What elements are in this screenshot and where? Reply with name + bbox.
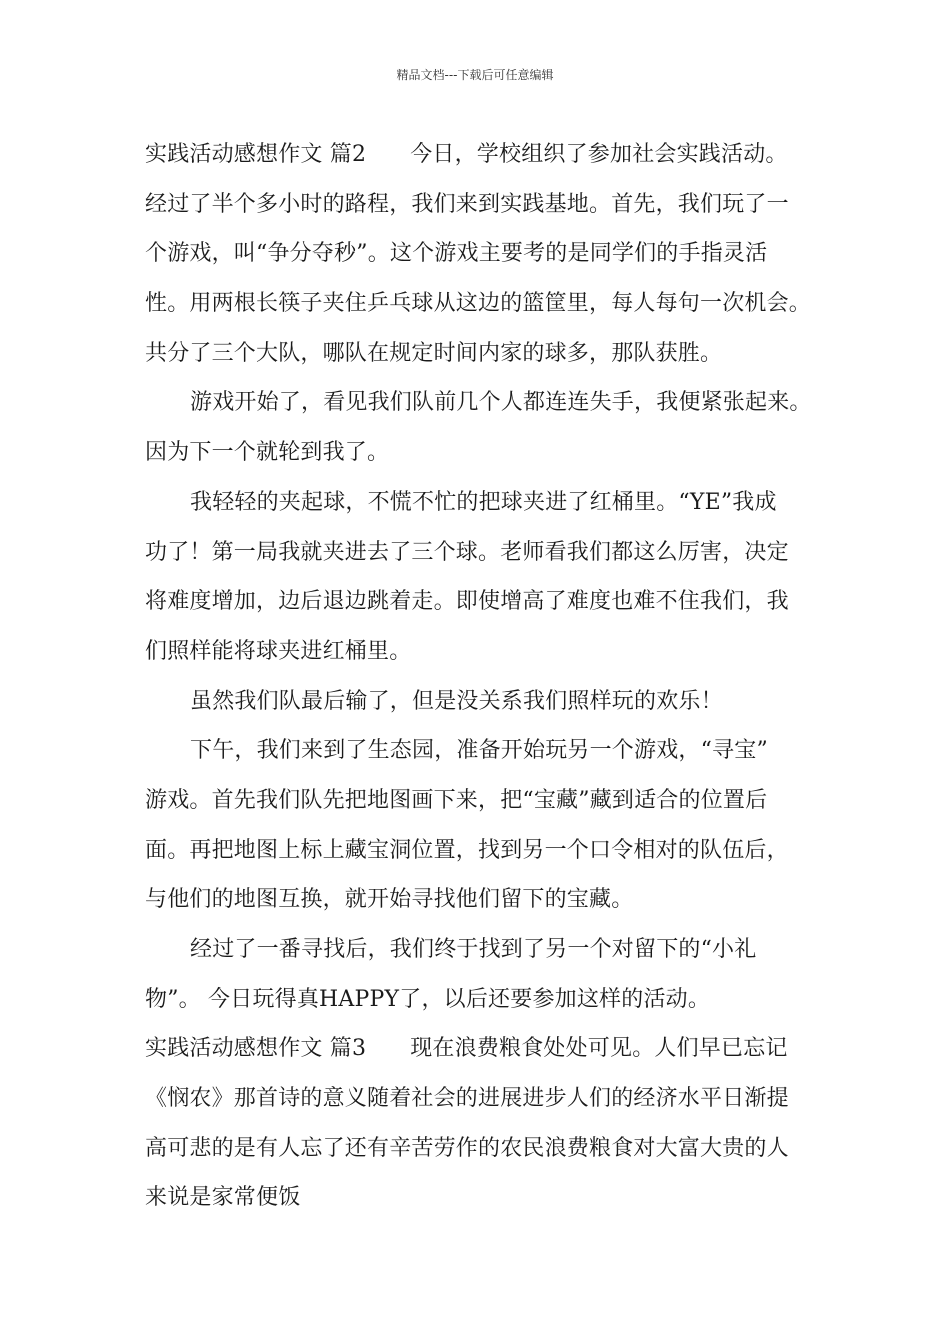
- text-line: [145, 577, 825, 627]
- line-text: 经过了一番寻找后，我们终于找到了另一个对留下的“小礼: [190, 937, 757, 962]
- text-line: [145, 180, 825, 230]
- text-line: [145, 478, 825, 528]
- line-text: 因为下一个就轮到我了。: [145, 440, 390, 466]
- text-line: [145, 875, 825, 925]
- line-text: 个游戏，叫“争分夺秒”。这个游戏主要考的是同学们的手指灵活: [145, 241, 768, 267]
- line-text: 游戏。首先我们队先把地图画下来，把“宝藏”藏到适合的位置后: [145, 787, 768, 813]
- text-line: [145, 776, 825, 826]
- line-text: 与他们的地图互换，就开始寻找他们留下的宝藏。: [145, 887, 634, 913]
- text-line: [145, 329, 825, 379]
- section-heading: 实践活动感想作文 篇2: [145, 142, 367, 167]
- document-body: [145, 130, 825, 1223]
- text-line: [145, 677, 825, 727]
- text-line: [145, 1173, 825, 1223]
- line-text: 共分了三个大队，哪队在规定时间内家的球多，那队获胜。: [145, 340, 723, 366]
- line-text: 高可悲的是有人忘了还有辛苦劳作的农民浪费粮食对大富大贵的人: [145, 1135, 789, 1161]
- text-line: [145, 130, 825, 180]
- line-text: 游戏开始了，看见我们队前几个人都连连失手，我便紧张起来。: [190, 390, 812, 416]
- text-line: [145, 279, 825, 329]
- line-text: 将难度增加，边后退边跳着走。即使增高了难度也难不住我们，我: [145, 589, 789, 615]
- page-header: 精品文档---下载后可任意编辑: [396, 68, 554, 82]
- text-line: [145, 826, 825, 876]
- line-text: 《悯农》那首诗的意义随着社会的进展进步人们的经济水平日渐提: [145, 1086, 789, 1112]
- line-text: 物”。 今日玩得真HAPPY了，以后还要参加这样的活动。: [145, 986, 711, 1012]
- text-line: [145, 229, 825, 279]
- text-line: [145, 1124, 825, 1174]
- text-line: [145, 1024, 825, 1074]
- text-line: [145, 428, 825, 478]
- text-line: [145, 1074, 825, 1124]
- line-text: 虽然我们队最后输了，但是没关系我们照样玩的欢乐！: [190, 688, 723, 714]
- line-text: 现在浪费粮食处处可见。人们早已忘记: [410, 1036, 788, 1062]
- line-text: 下午，我们来到了生态园，准备开始玩另一个游戏，“寻宝”: [190, 738, 768, 764]
- text-line: [145, 726, 825, 776]
- line-text: 们照样能将球夹进红桶里。: [145, 638, 412, 664]
- line-text: 面。再把地图上标上藏宝洞位置，找到另一个口令相对的队伍后，: [145, 837, 789, 863]
- line-text: 来说是家常便饭: [145, 1185, 301, 1211]
- text-line: [145, 975, 825, 1025]
- text-line: [145, 925, 825, 975]
- section-heading: 实践活动感想作文 篇3: [145, 1036, 367, 1062]
- line-text: 经过了半个多小时的路程，我们来到实践基地。首先，我们玩了一: [145, 191, 789, 217]
- line-text: 今日，学校组织了参加社会实践活动。: [410, 142, 788, 167]
- text-line: [145, 627, 825, 677]
- line-text: 功了！第一局我就夹进去了三个球。老师看我们都这么厉害，决定: [145, 539, 789, 565]
- line-text: 性。用两根长筷子夹住乒乓球从这边的篮筐里，每人每句一次机会。: [145, 291, 812, 317]
- line-text: 我轻轻的夹起球，不慌不忙的把球夹进了红桶里。“YE”我成: [190, 489, 777, 515]
- text-line: [145, 378, 825, 428]
- text-line: [145, 528, 825, 578]
